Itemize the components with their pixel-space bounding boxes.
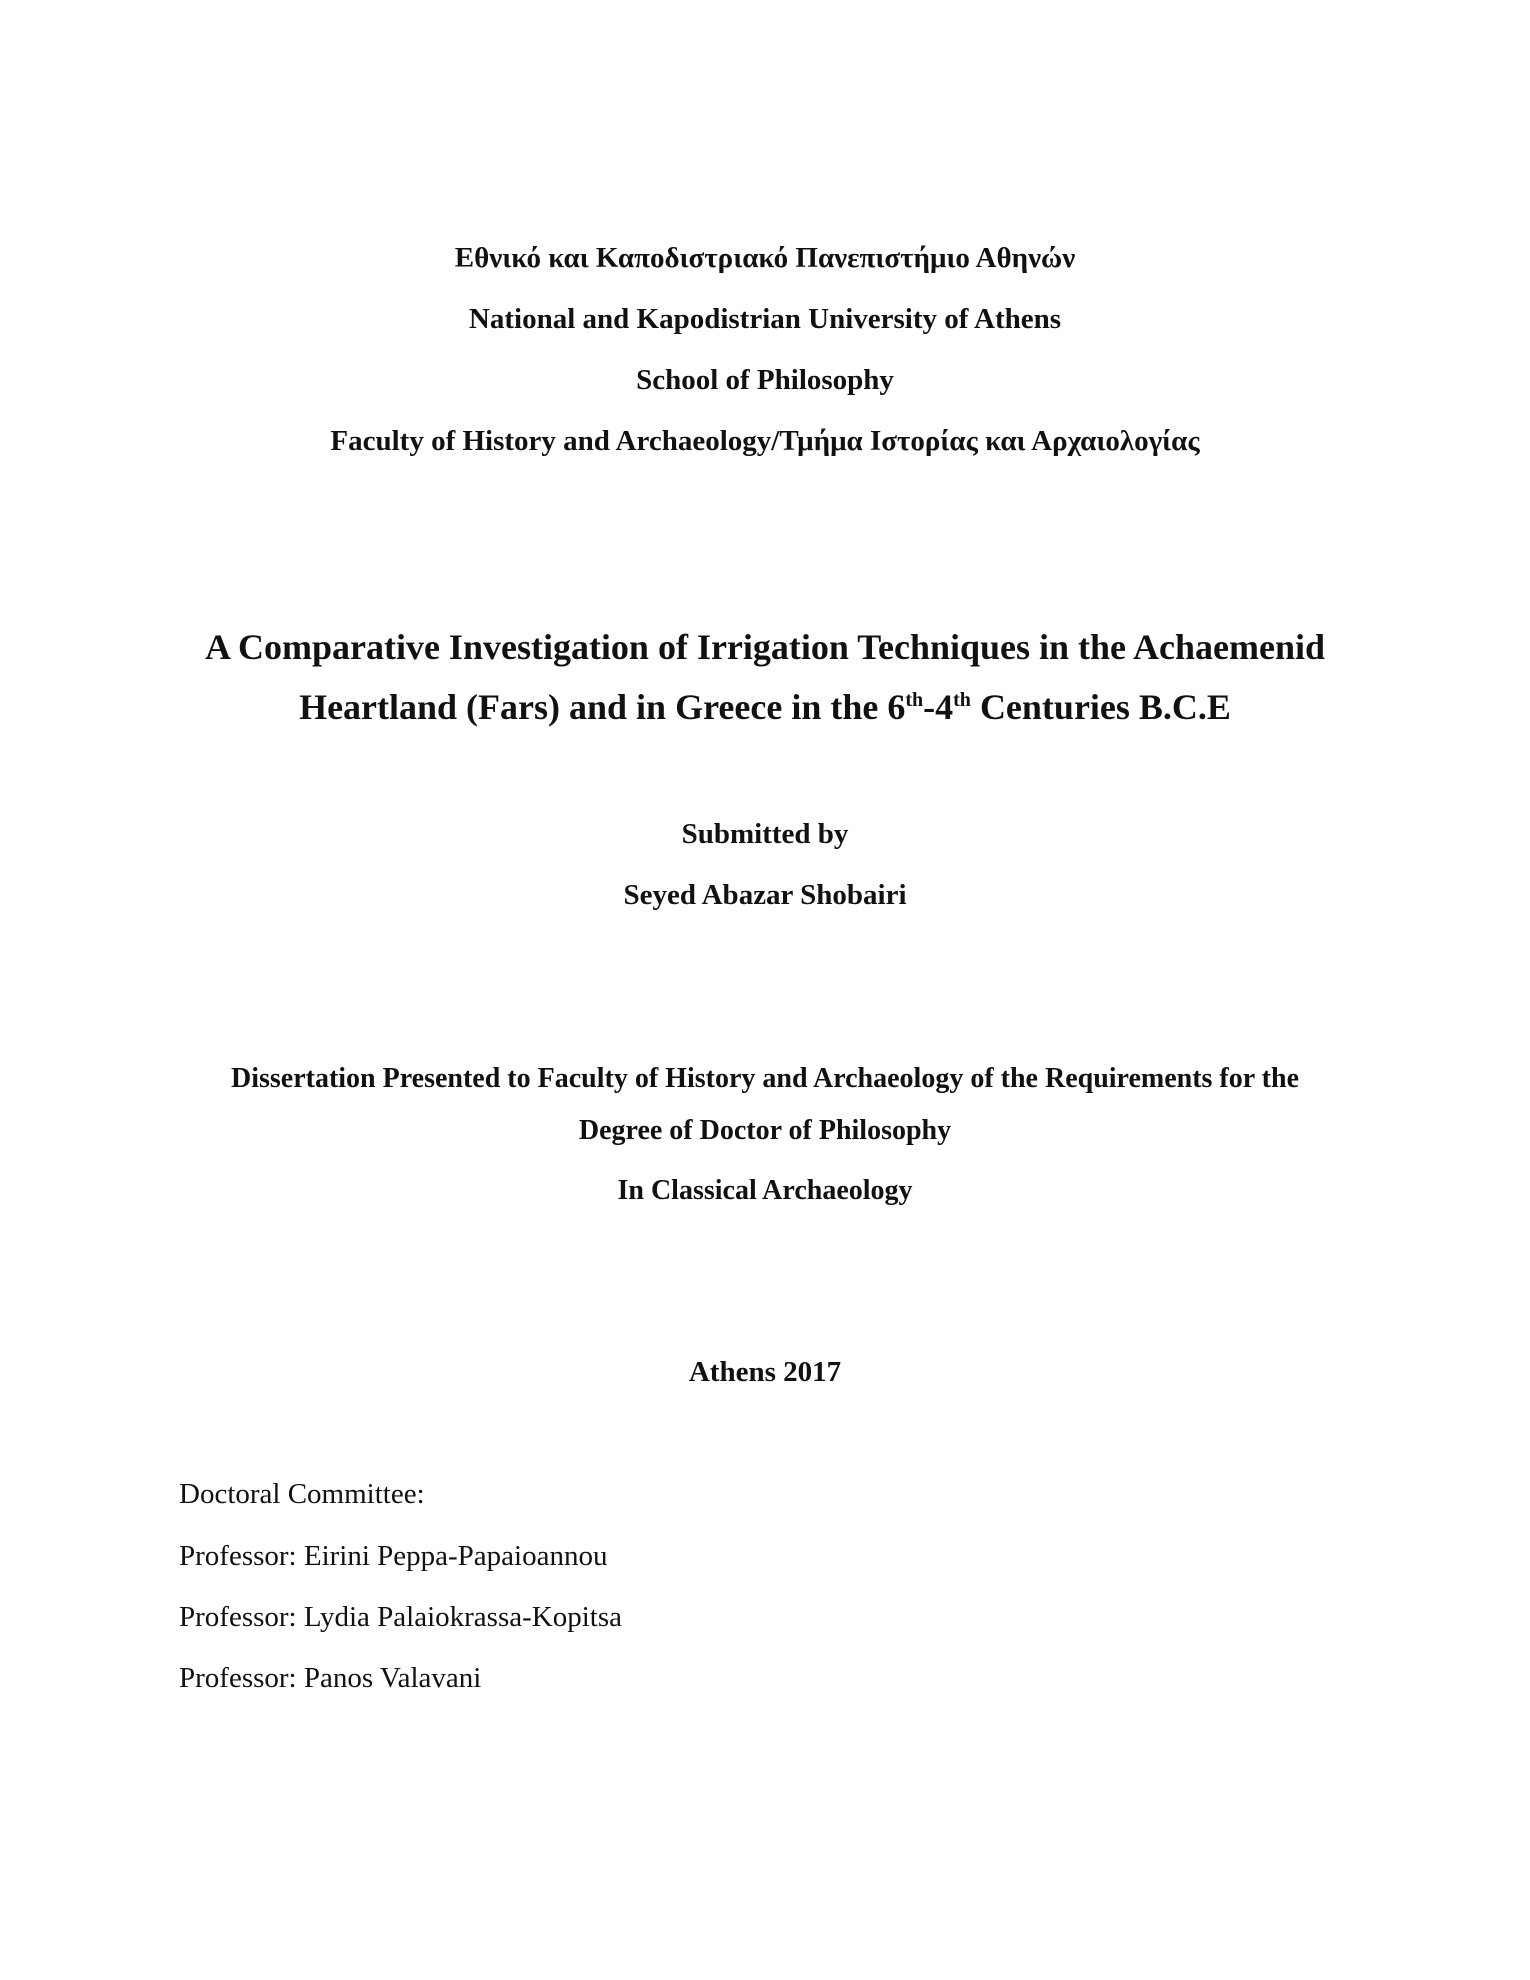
committee-member: Professor: Lydia Palaiokrassa-Kopitsa [179, 1601, 622, 1633]
title-superscript-1: th [905, 689, 924, 711]
faculty-name: Faculty of History and Archaeology/Τμήμα Ιστορίας και Αρχαιολογίας [330, 425, 1200, 457]
author-name: Seyed Abazar Shobairi [623, 879, 907, 911]
dissertation-title-line-1: A Comparative Investigation of Irrigation Techniques in the Achaemenid [204, 627, 1326, 667]
submitted-by-label: Submitted by [681, 818, 849, 850]
school-name: School of Philosophy [636, 364, 894, 396]
dissertation-title-line-2 [0, 686, 1530, 728]
institution-greek-name: Εθνικό και Καποδιστριακό Πανεπιστήμιο Αθηνών [454, 242, 1076, 274]
place-year: Athens 2017 [688, 1356, 842, 1388]
title-dash: -4 [923, 687, 954, 727]
committee-heading: Doctoral Committee: [179, 1478, 425, 1510]
title-line-2-start: Heartland (Fars) and in Greece in the 6 [299, 687, 906, 727]
title-line-2-end: Centuries B.C.E [970, 687, 1231, 727]
dissertation-statement-line-2: Degree of Doctor of Philosophy [578, 1115, 952, 1146]
dissertation-statement-line-3: In Classical Archaeology [617, 1175, 913, 1206]
dissertation-statement-line-1: Dissertation Presented to Faculty of History and Archaeology of the Requirements for the [230, 1063, 1300, 1094]
title-superscript-2: th [953, 689, 971, 711]
institution-english-name: National and Kapodistrian University of Athens [468, 303, 1062, 335]
committee-member: Professor: Panos Valavani [179, 1662, 482, 1694]
committee-member: Professor: Eirini Peppa-Papaioannou [179, 1540, 608, 1572]
